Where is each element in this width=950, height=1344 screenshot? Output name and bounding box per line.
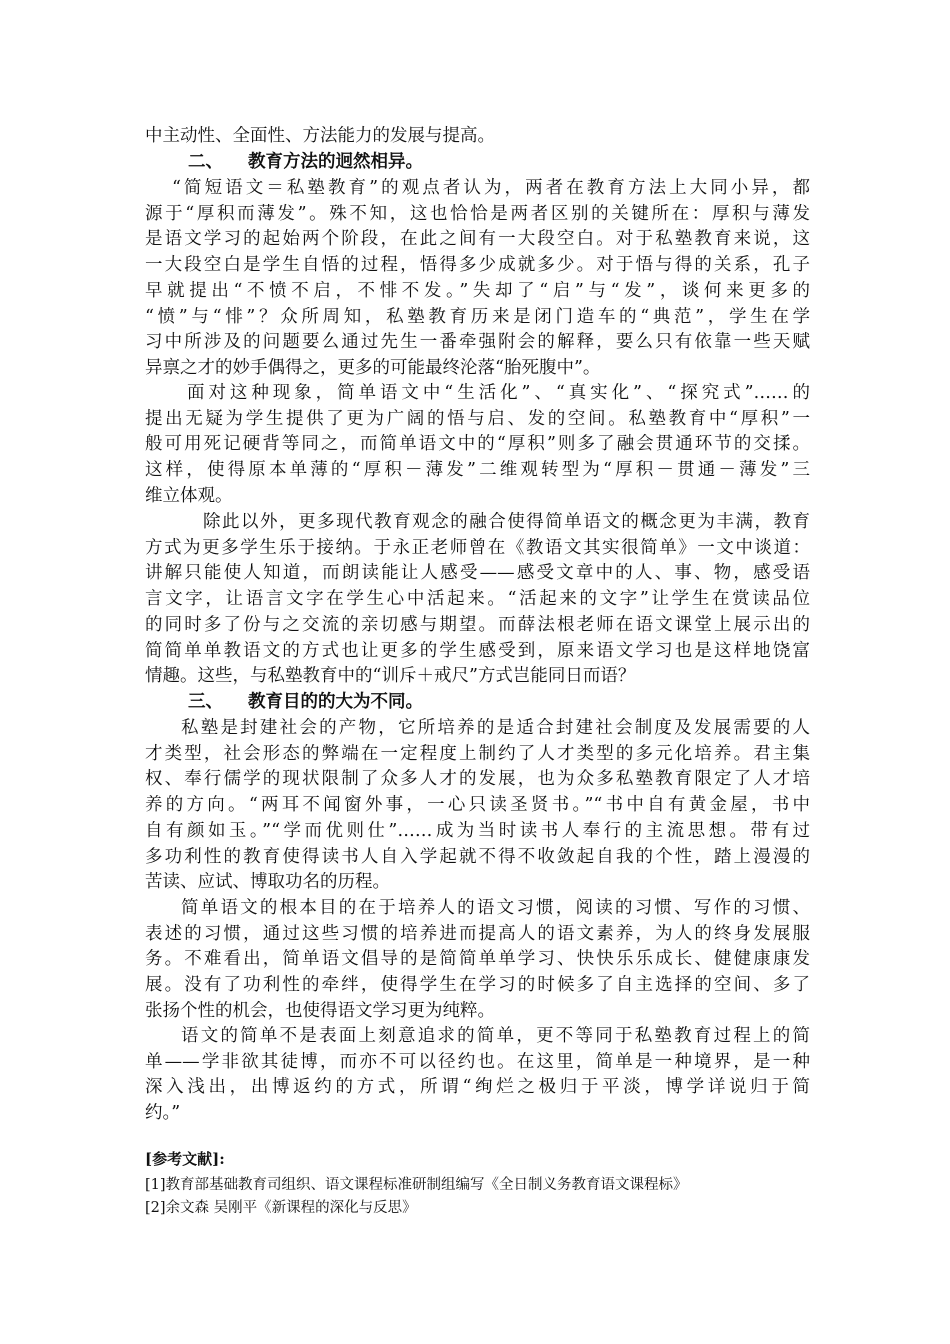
text-line: 简单语文的根本目的在于培养人的语文习惯，阅读的习惯、写作的习惯、 bbox=[181, 898, 810, 918]
paragraph-method-1 bbox=[145, 176, 810, 382]
text-line: 维立体观。 bbox=[145, 485, 233, 506]
text-line: 源于“厚积而薄发”。殊不知，这也恰恰是两者区别的关键所在：厚积与薄发 bbox=[145, 203, 810, 224]
text-line: 务。不难看出，简单语文倡导的是简简单单学习、快快乐乐成长、健健康康发 bbox=[145, 949, 810, 970]
text-line: 单——学非欲其徒博，而亦不可以径约也。在这里，简单是一种境界，是一种 bbox=[145, 1051, 810, 1072]
section-title: 教育方法的迥然相异。 bbox=[248, 152, 423, 172]
paragraph-continuation bbox=[145, 124, 810, 150]
text-line: 异禀之才的妙手偶得之，更多的可能最终沦落“胎死腹中”。 bbox=[145, 357, 601, 378]
text-line: 权、奉行儒学的现状限制了众多人才的发展，也为众多私塾教育限定了人才培 bbox=[145, 769, 810, 790]
section-number: 三、 bbox=[188, 692, 223, 712]
text-line: 般可用死记硬背等同之，而简单语文中的“厚积”则多了融会贯通环节的交揉。 bbox=[145, 434, 810, 455]
text-line: 张扬个性的机会，也使得语文学习更为纯粹。 bbox=[145, 1000, 495, 1021]
text-line: 语文的简单不是表面上刻意追求的简单，更不等同于私塾教育过程上的简 bbox=[181, 1026, 810, 1046]
text-line: “简短语文＝私塾教育”的观点者认为，两者在教育方法上大同小异，都 bbox=[172, 178, 810, 198]
references-section bbox=[145, 1148, 825, 1220]
text-line: “愤”与“悱”？众所周知，私塾教育历来是闭门造车的“典范”，学生在学 bbox=[145, 306, 810, 327]
reference-item-1: [1]教育部基础教育司组织、语文课程标准研制组编写《全日制义务教育语文课程标》 bbox=[145, 1177, 688, 1193]
text-line: 养的方向。“两耳不闻窗外事，一心只读圣贤书。”“书中自有黄金屋，书中 bbox=[145, 795, 810, 816]
section-title: 教育目的的大为不同。 bbox=[248, 692, 423, 712]
paragraph-purpose-1 bbox=[145, 716, 810, 896]
text-line: 苦读、应试、博取功名的历程。 bbox=[145, 872, 390, 893]
text-line: 面对这种现象，简单语文中“生活化”、“真实化”、“探究式”……的 bbox=[187, 383, 810, 403]
text-line: 提出无疑为学生提供了更为广阔的悟与启、发的空间。私塾教育中“厚积”一 bbox=[145, 408, 810, 429]
text-line: 才类型，社会形态的弊端在一定程度上制约了人才类型的多元化培养。君主集 bbox=[145, 743, 810, 764]
text-line: 表述的习惯，通过这些习惯的培养进而提高人的语文素养，为人的终身发展服 bbox=[145, 923, 810, 944]
reference-item-2: [2]余文森 吴刚平《新课程的深化与反思》 bbox=[145, 1200, 417, 1216]
text-line: 多功利性的教育使得读书人自入学起就不得不收敛起自我的个性，踏上漫漫的 bbox=[145, 846, 810, 867]
paragraph-purpose-2 bbox=[145, 896, 810, 1025]
text-line: 是语文学习的起始两个阶段，在此之间有一大段空白。对于私塾教育来说，这 bbox=[145, 229, 810, 250]
paragraph-purpose-3 bbox=[145, 1024, 810, 1127]
text-line: 这样，使得原本单薄的“厚积－薄发”二维观转型为“厚积－贯通－薄发”三 bbox=[145, 460, 810, 481]
text-line: 的同时多了份与之交流的亲切感与期望。而薛法根老师在语文课堂上展示出的 bbox=[145, 614, 810, 635]
text-line: 自有颜如玉。”“学而优则仕”……成为当时读书人奉行的主流思想。带有过 bbox=[145, 820, 810, 841]
text-line: 除此以外，更多现代教育观念的融合使得简单语文的概念更为丰满，教育 bbox=[203, 512, 810, 532]
text-line: 展。没有了功利性的牵绊，使得学生在学习的时候多了自主选择的空间、多了 bbox=[145, 975, 810, 996]
text-line: 讲解只能使人知道，而朗读能让人感受——感受文章中的人、事、物，感受语 bbox=[145, 563, 810, 584]
text-line: 言文字，让语言文字在学生心中活起来。“活起来的文字”让学生在赏读品位 bbox=[145, 589, 810, 610]
section-heading-3 bbox=[188, 690, 423, 716]
references-title: [参考文献]: bbox=[145, 1150, 225, 1168]
text-line: 情趣。这些，与私塾教育中的“训斥＋戒尺”方式岂能同日而语？ bbox=[145, 666, 636, 687]
text-line: 私塾是封建社会的产物，它所培养的是适合封建社会制度及发展需要的人 bbox=[181, 718, 810, 738]
paragraph-method-3 bbox=[145, 510, 810, 690]
section-heading-2 bbox=[188, 150, 423, 176]
text-line: 深入浅出，出博返约的方式，所谓“绚烂之极归于平淡，博学详说归于简 bbox=[145, 1077, 810, 1098]
text-line: 习中所涉及的问题要么通过先生一番牵强附会的解释，要么只有依靠一些天赋 bbox=[145, 332, 810, 353]
text-line: 早就提出“不愤不启，不悱不发。”失却了“启”与“发”，谈何来更多的 bbox=[145, 280, 810, 301]
text-line: 约。” bbox=[145, 1103, 181, 1124]
text-line: 方式为更多学生乐于接纳。于永正老师曾在《教语文其实很简单》一文中谈道： bbox=[145, 537, 810, 558]
paragraph-method-2 bbox=[145, 381, 810, 510]
text-line: 简简单单教语文的方式也让更多的学生感受到，原来语文学习也是这样地饶富 bbox=[145, 640, 810, 661]
text-line: 中主动性、全面性、方法能力的发展与提高。 bbox=[145, 126, 495, 146]
section-number: 二、 bbox=[188, 152, 223, 172]
text-line: 一大段空白是学生自悟的过程，悟得多少成就多少。对于悟与得的关系，孔子 bbox=[145, 255, 810, 276]
